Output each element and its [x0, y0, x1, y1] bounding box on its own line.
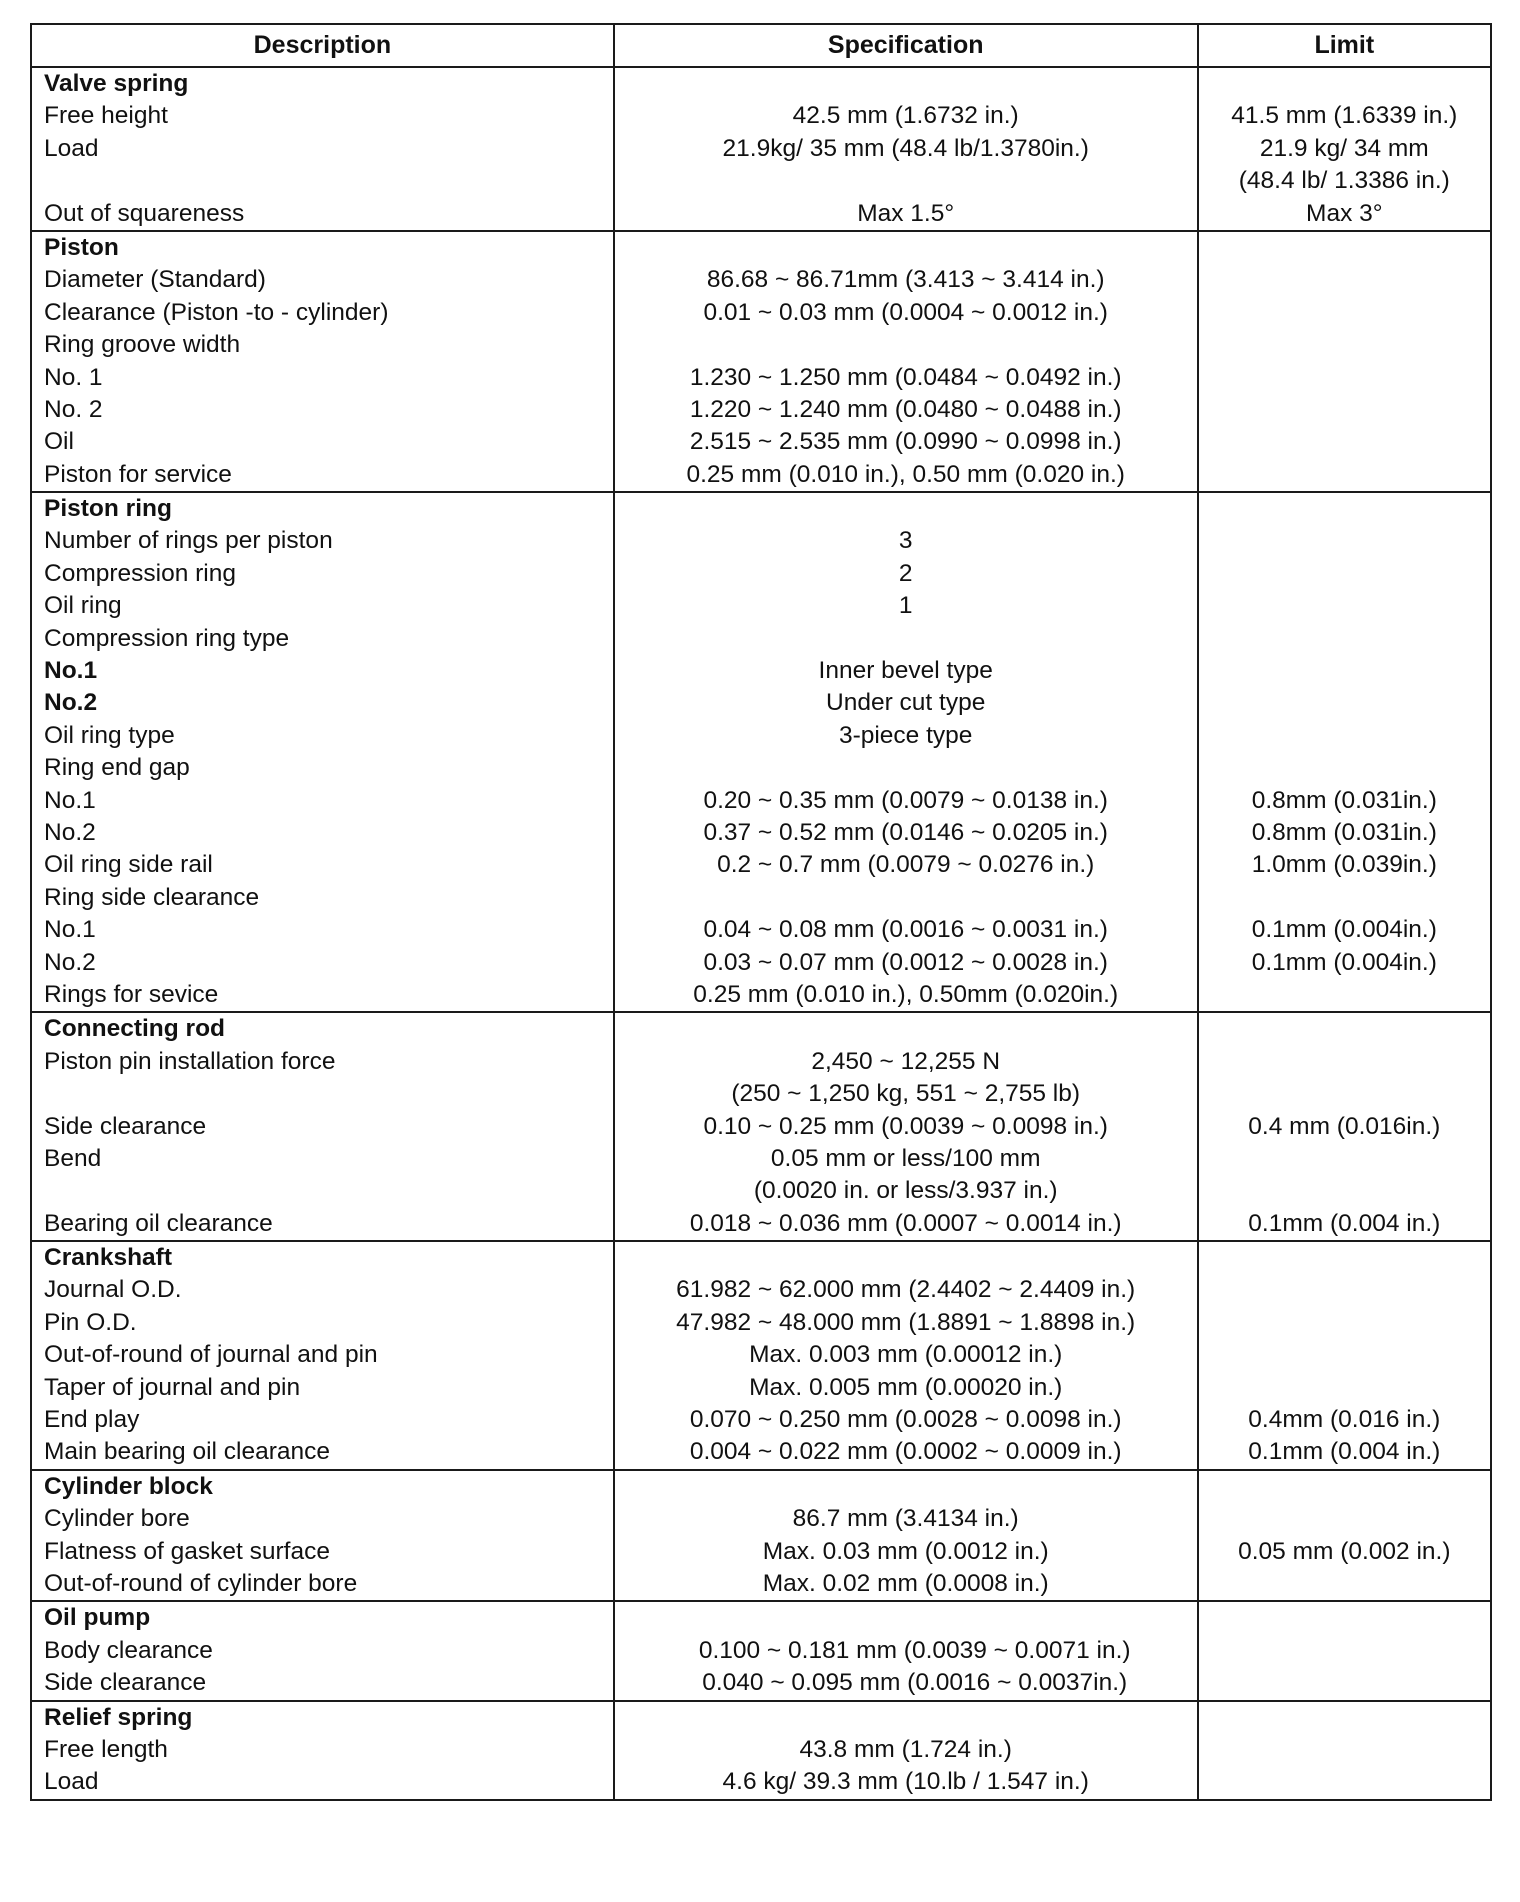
row-label: Compression ring type — [44, 624, 290, 652]
spacer-line — [1199, 1143, 1490, 1175]
spacer-line — [1199, 1635, 1490, 1667]
description-cell — [31, 1012, 614, 1241]
row-label: Oil ring — [44, 592, 122, 620]
spacer-line — [1199, 1667, 1490, 1699]
row-label: Load — [44, 1768, 99, 1796]
row-label: No.2 — [44, 689, 98, 717]
row-label: Oil ring type — [44, 721, 175, 749]
row-label: Diameter (Standard) — [44, 266, 266, 294]
spacer-line — [32, 1175, 613, 1207]
specification-cell — [614, 67, 1198, 231]
section-valve-spring — [31, 67, 1491, 231]
spec-table — [30, 23, 1492, 1801]
description-cell — [31, 231, 614, 492]
spec-value: 0.37 ~ 0.52 mm (0.0146 ~ 0.0205 in.) — [703, 818, 1108, 846]
spacer-line — [1199, 1503, 1490, 1535]
row-label: Ring end gap — [44, 754, 190, 782]
spacer-line — [1199, 264, 1490, 296]
description-cell — [31, 1241, 614, 1470]
spec-value: 0.25 mm (0.010 in.), 0.50 mm (0.020 in.) — [686, 460, 1125, 488]
spacer-line — [615, 1471, 1197, 1503]
spec-value: 2 — [898, 559, 913, 587]
spec-value: (0.0020 in. or less/3.937 in.) — [753, 1177, 1058, 1205]
spec-value: 0.070 ~ 0.250 mm (0.0028 ~ 0.0098 in.) — [689, 1406, 1122, 1434]
description-cell — [31, 492, 614, 1012]
spacer-line — [1199, 1046, 1490, 1078]
spacer-line — [1199, 525, 1490, 557]
row-label: Number of rings per piston — [44, 527, 333, 555]
spec-value: 0.018 ~ 0.036 mm (0.0007 ~ 0.0014 in.) — [689, 1209, 1122, 1237]
limit-value: 0.05 mm (0.002 in.) — [1238, 1537, 1451, 1565]
limit-cell — [1198, 231, 1491, 492]
spec-value: 0.20 ~ 0.35 mm (0.0079 ~ 0.0138 in.) — [703, 786, 1108, 814]
row-label: Bearing oil clearance — [44, 1209, 273, 1237]
spacer-line — [1199, 720, 1490, 752]
limit-value: 0.1mm (0.004in.) — [1251, 948, 1437, 976]
spec-value: 2.515 ~ 2.535 mm (0.0990 ~ 0.0998 in.) — [689, 428, 1122, 456]
spacer-line — [32, 165, 613, 197]
row-label: Out-of-round of journal and pin — [44, 1341, 378, 1369]
limit-cell — [1198, 492, 1491, 1012]
spec-value: Max. 0.02 mm (0.0008 in.) — [762, 1569, 1049, 1597]
section-title: Piston ring — [44, 495, 172, 523]
spec-value: 4.6 kg/ 39.3 mm (10.lb / 1.547 in.) — [722, 1768, 1089, 1796]
row-label: Free height — [44, 102, 168, 130]
row-label: Oil ring side rail — [44, 851, 213, 879]
section-title: Valve spring — [44, 70, 189, 97]
spec-value: 42.5 mm (1.6732 in.) — [792, 102, 1019, 130]
spacer-line — [615, 882, 1197, 914]
limit-value: 0.8mm (0.031in.) — [1251, 818, 1437, 846]
spec-value: 0.2 ~ 0.7 mm (0.0079 ~ 0.0276 in.) — [717, 851, 1095, 879]
spec-value: 3 — [898, 527, 913, 555]
header-specification: Specification — [614, 24, 1198, 67]
row-label: Cylinder bore — [44, 1505, 190, 1533]
row-label: Bend — [44, 1144, 102, 1172]
spacer-line — [1199, 1766, 1490, 1798]
header-description: Description — [31, 24, 614, 67]
section-title: Relief spring — [44, 1703, 193, 1731]
spec-value: Under cut type — [826, 689, 986, 717]
spacer-line — [1199, 1013, 1490, 1045]
spec-value: (250 ~ 1,250 kg, 551 ~ 2,755 lb) — [731, 1080, 1081, 1108]
spacer-line — [1199, 1734, 1490, 1766]
row-label: No.1 — [44, 657, 98, 685]
row-label: Journal O.D. — [44, 1276, 182, 1304]
row-label: Load — [44, 134, 99, 162]
spacer-line — [1199, 752, 1490, 784]
section-relief-spring — [31, 1701, 1491, 1800]
spec-value: 86.68 ~ 86.71mm (3.413 ~ 3.414 in.) — [706, 266, 1105, 294]
section-piston-ring — [31, 492, 1491, 1012]
spacer-line — [615, 623, 1197, 655]
row-label: Ring side clearance — [44, 883, 260, 911]
section-cylinder-block — [31, 1470, 1491, 1602]
spacer-line — [1199, 1602, 1490, 1634]
row-label: End play — [44, 1406, 140, 1434]
spacer-line — [1199, 394, 1490, 426]
limit-value: 0.1mm (0.004 in.) — [1248, 1209, 1441, 1237]
spacer-line — [1199, 1471, 1490, 1503]
spacer-line — [1199, 459, 1490, 491]
spec-value: Max. 0.005 mm (0.00020 in.) — [749, 1373, 1063, 1401]
description-cell — [31, 67, 614, 231]
spacer-line — [1199, 655, 1490, 687]
specification-cell — [614, 1701, 1198, 1800]
spec-value: 86.7 mm (3.4134 in.) — [792, 1505, 1019, 1533]
limit-value: 41.5 mm (1.6339 in.) — [1231, 102, 1458, 130]
spec-value: Inner bevel type — [818, 657, 993, 685]
row-label: Pin O.D. — [44, 1308, 137, 1336]
spec-value: 61.982 ~ 62.000 mm (2.4402 ~ 2.4409 in.) — [676, 1276, 1136, 1304]
limit-value: 0.4mm (0.016 in.) — [1248, 1406, 1441, 1434]
limit-value: 0.8mm (0.031in.) — [1251, 786, 1437, 814]
spacer-line — [615, 232, 1197, 264]
row-label: Side clearance — [44, 1112, 207, 1140]
section-title: Oil pump — [44, 1604, 151, 1632]
row-label: Side clearance — [44, 1669, 207, 1697]
description-cell — [31, 1701, 614, 1800]
limit-value: 1.0mm (0.039in.) — [1251, 851, 1437, 879]
spacer-line — [615, 1013, 1197, 1045]
row-label: Ring groove width — [44, 331, 241, 359]
spacer-line — [1199, 882, 1490, 914]
spec-value: 2,450 ~ 12,255 N — [811, 1047, 1001, 1075]
spacer-line — [1199, 426, 1490, 458]
limit-value: (48.4 lb/ 1.3386 in.) — [1238, 167, 1450, 195]
spacer-line — [1199, 232, 1490, 264]
spacer-line — [1199, 590, 1490, 622]
spec-value: 47.982 ~ 48.000 mm (1.8891 ~ 1.8898 in.) — [676, 1308, 1136, 1336]
spec-value — [615, 165, 1197, 197]
spacer-line — [615, 1702, 1197, 1734]
row-label: Taper of journal and pin — [44, 1373, 301, 1401]
spec-value: 0.040 ~ 0.095 mm (0.0016 ~ 0.0037in.) — [702, 1669, 1128, 1697]
limit-value: 0.1mm (0.004 in.) — [1248, 1438, 1441, 1466]
spacer-line — [1199, 329, 1490, 361]
spec-value: 0.01 ~ 0.03 mm (0.0004 ~ 0.0012 in.) — [703, 298, 1108, 326]
spec-value: 1.230 ~ 1.250 mm (0.0484 ~ 0.0492 in.) — [689, 363, 1122, 391]
spacer-line — [1199, 362, 1490, 394]
spec-value: Max. 0.003 mm (0.00012 in.) — [749, 1341, 1063, 1369]
spacer-line — [1199, 558, 1490, 590]
spacer-line — [1199, 1175, 1490, 1207]
spacer-line — [32, 1078, 613, 1110]
header-limit: Limit — [1198, 24, 1491, 67]
limit-cell — [1198, 1241, 1491, 1470]
specification-cell — [614, 1241, 1198, 1470]
limit-cell — [1198, 67, 1491, 231]
row-label: Body clearance — [44, 1636, 213, 1664]
spec-value: Max 1.5° — [857, 199, 955, 227]
specification-cell — [614, 231, 1198, 492]
spacer-line — [1199, 1372, 1490, 1404]
row-label: Piston pin installation force — [44, 1047, 336, 1075]
section-oil-pump — [31, 1601, 1491, 1700]
spacer-line — [1199, 687, 1490, 719]
row-label: Main bearing oil clearance — [44, 1438, 330, 1466]
section-title: Piston — [44, 233, 119, 261]
specification-cell — [614, 1470, 1198, 1602]
description-cell — [31, 1601, 614, 1700]
spec-value: 0.004 ~ 0.022 mm (0.0002 ~ 0.0009 in.) — [689, 1438, 1122, 1466]
spacer-line — [1199, 1702, 1490, 1734]
row-label: Free length — [44, 1735, 168, 1763]
row-label: Compression ring — [44, 559, 236, 587]
section-title: Cylinder block — [44, 1472, 213, 1500]
row-label: Out of squareness — [44, 199, 245, 227]
limit-cell — [1198, 1701, 1491, 1800]
spacer-line — [615, 68, 1197, 100]
row-label: Clearance (Piston -to - cylinder) — [44, 298, 389, 326]
row-label: Piston for service — [44, 460, 232, 488]
spec-value: Max. 0.03 mm (0.0012 in.) — [762, 1537, 1049, 1565]
spec-value: 0.04 ~ 0.08 mm (0.0016 ~ 0.0031 in.) — [703, 916, 1108, 944]
spec-value: 1.220 ~ 1.240 mm (0.0480 ~ 0.0488 in.) — [689, 395, 1122, 423]
spacer-line — [615, 329, 1197, 361]
description-cell — [31, 1470, 614, 1602]
row-label: No. 1 — [44, 363, 103, 391]
spacer-line — [1199, 1339, 1490, 1371]
spec-value: 0.100 ~ 0.181 mm (0.0039 ~ 0.0071 in.) — [698, 1636, 1131, 1664]
spacer-line — [1199, 1078, 1490, 1110]
row-label: No.2 — [44, 948, 96, 976]
spacer-line — [1199, 623, 1490, 655]
row-label: Oil — [44, 428, 74, 456]
specification-cell — [614, 1601, 1198, 1700]
spacer-line — [1199, 1242, 1490, 1274]
row-label: Out-of-round of cylinder bore — [44, 1569, 358, 1597]
spec-value: 1 — [898, 592, 913, 620]
spacer-line — [615, 1242, 1197, 1274]
section-crankshaft — [31, 1241, 1491, 1470]
limit-cell — [1198, 1012, 1491, 1241]
spacer-line — [1199, 493, 1490, 525]
spacer-line — [615, 752, 1197, 784]
section-piston — [31, 231, 1491, 492]
spec-value: 0.03 ~ 0.07 mm (0.0012 ~ 0.0028 in.) — [703, 948, 1108, 976]
spec-value: 0.05 mm or less/100 mm — [770, 1144, 1041, 1172]
spacer-line — [1199, 68, 1490, 100]
spacer-line — [1199, 1307, 1490, 1339]
spacer-line — [1199, 1274, 1490, 1306]
row-label: No.1 — [44, 916, 96, 944]
section-title: Crankshaft — [44, 1244, 172, 1272]
spec-value: 43.8 mm (1.724 in.) — [799, 1735, 1012, 1763]
limit-cell — [1198, 1601, 1491, 1700]
spec-value: 21.9kg/ 35 mm (48.4 lb/1.3780in.) — [722, 134, 1089, 162]
row-label: No. 2 — [44, 395, 103, 423]
row-label: No.2 — [44, 818, 96, 846]
row-label: Rings for sevice — [44, 980, 219, 1008]
specification-cell — [614, 1012, 1198, 1241]
spec-value: 0.25 mm (0.010 in.), 0.50mm (0.020in.) — [693, 980, 1119, 1008]
limit-value: 0.4 mm (0.016in.) — [1248, 1112, 1441, 1140]
spec-value: 0.10 ~ 0.25 mm (0.0039 ~ 0.0098 in.) — [703, 1112, 1108, 1140]
row-label: Flatness of gasket surface — [44, 1537, 330, 1565]
spec-value: 3-piece type — [838, 721, 973, 749]
limit-value: Max 3° — [1306, 199, 1383, 227]
header-row — [31, 24, 1491, 67]
limit-value: 21.9 kg/ 34 mm — [1259, 134, 1429, 162]
spacer-line — [615, 1602, 1197, 1634]
limit-cell — [1198, 1470, 1491, 1602]
spacer-line — [1199, 297, 1490, 329]
spacer-line — [1199, 979, 1490, 1011]
row-label: No.1 — [44, 786, 96, 814]
spec-body — [31, 67, 1491, 1800]
spacer-line — [1199, 1568, 1490, 1600]
spacer-line — [615, 493, 1197, 525]
section-connecting-rod — [31, 1012, 1491, 1241]
section-title: Connecting rod — [44, 1015, 226, 1043]
limit-value: 0.1mm (0.004in.) — [1251, 916, 1437, 944]
specification-cell — [614, 492, 1198, 1012]
